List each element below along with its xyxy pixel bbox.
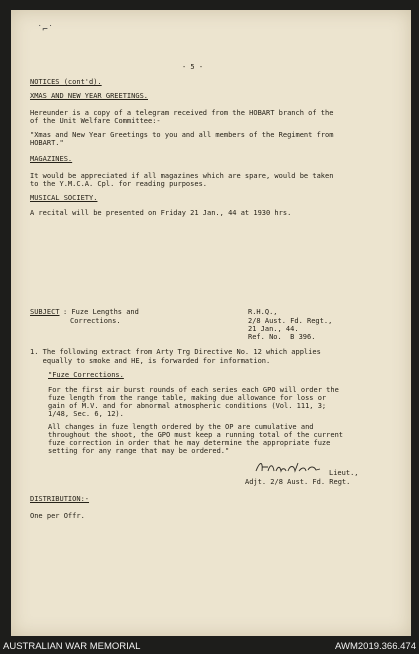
magazines-heading: MAGAZINES. (30, 155, 73, 163)
magazines-text-line: to the Y.M.C.A. Cpl. for reading purposes. (30, 180, 208, 188)
xmas-text-line: Hereunder is a copy of a telegram received from the HOBART branch of the (30, 109, 334, 117)
reference-line: 21 Jan., 44. (248, 325, 299, 333)
changes-text-line: setting for any range that may be ordered." (48, 447, 230, 455)
ink-mark: ˙⌐˙ (37, 25, 54, 35)
musical-heading: MUSICAL SOCIETY. (30, 194, 98, 202)
distribution-heading: DISTRIBUTION:- (30, 495, 90, 503)
reference-line: R.H.Q., (248, 308, 278, 316)
changes-text-line: throughout the shoot, the GPO must keep a running total of the current (48, 431, 344, 439)
xmas-quote-line: "Xmas and New Year Greetings to you and all members of the Regiment from (30, 131, 334, 139)
distribution-text: One per Offr. (30, 512, 85, 520)
xmas-quote-line: HOBART." (30, 139, 64, 147)
fuze-text-line: gain of M.V. and for abnormal atmospheric conditions (Vol. 111, 3; (48, 402, 327, 410)
changes-text-line: fuze correction in order that he may determine the appropriate fuze (48, 439, 331, 447)
footer-accession-number: AWM2019.366.474 (335, 641, 416, 652)
fuze-text-line: fuze length from the range table, making due allowance for loss or (48, 394, 327, 402)
paragraph-line: 1. The following extract from Arty Trg Directive No. 12 which applies (30, 348, 321, 356)
page-number: - 5 - (182, 63, 204, 71)
signature-rank: Lieut., (329, 469, 359, 477)
reference-line: Ref. No. B 396. (248, 333, 316, 341)
musical-text-line: A recital will be presented on Friday 21 Jan., 44 at 1930 hrs. (30, 209, 292, 217)
notices-heading: NOTICES (cont'd). (30, 78, 102, 86)
handwritten-signature (254, 459, 324, 477)
subject-label: SUBJECT (30, 308, 60, 316)
subject-text-line: Corrections. (70, 317, 121, 325)
reference-line: 2/8 Aust. Fd. Regt., (248, 317, 333, 325)
footer-source: AUSTRALIAN WAR MEMORIAL (3, 641, 141, 652)
xmas-text-line: of the Unit Welfare Committee:- (30, 117, 161, 125)
fuze-text-line: 1/48, Sec. 6, 12). (48, 410, 124, 418)
magazines-text-line: It would be appreciated if all magazines which are spare, would be taken (30, 172, 334, 180)
fuze-text-line: For the first air burst rounds of each series each GPO will order the (48, 386, 339, 394)
signature-title: Adjt. 2/8 Aust. Fd. Regt. (245, 478, 351, 486)
archive-footer (0, 638, 419, 653)
xmas-heading: XMAS AND NEW YEAR GREETINGS. (30, 92, 149, 100)
changes-text-line: All changes in fuze length ordered by the OP are cumulative and (48, 423, 314, 431)
fuze-heading: "Fuze Corrections. (48, 371, 124, 379)
paragraph-line: equally to smoke and HE, is forwarded for information. (30, 357, 271, 365)
subject-text-line: : Fuze Lengths and (63, 308, 139, 316)
